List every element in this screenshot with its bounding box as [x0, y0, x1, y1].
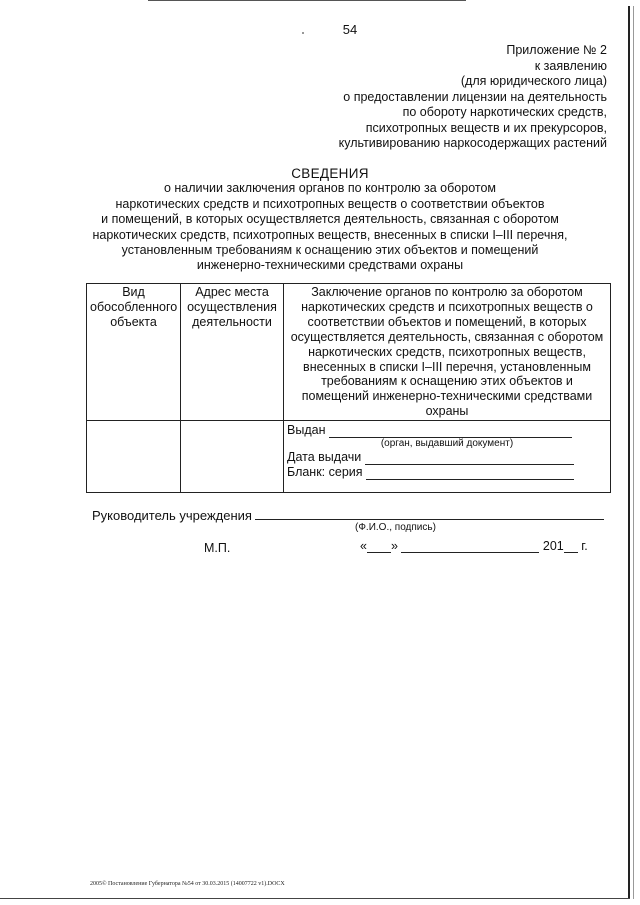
quote-close: »	[390, 539, 398, 553]
appendix-line: культивированию наркосодержащих растений	[338, 136, 607, 150]
issued-line	[287, 423, 607, 438]
stamp-label: М.П.	[204, 541, 231, 555]
form-series-label: Бланк: серия	[287, 464, 363, 479]
top-border-line	[148, 0, 466, 1]
cell-conclusion	[284, 421, 611, 493]
column-header-address: Адрес места осуществления деятельности	[181, 284, 284, 421]
appendix-line: к заявлению	[534, 58, 607, 73]
date-field[interactable]	[365, 452, 574, 465]
title-line: инженерно-техническими средствами охраны	[196, 258, 464, 273]
title-line: установленным требованиям к оснащению этих объектов и помещений	[121, 243, 539, 258]
title-line: и помещений, в которых осуществляется деятельность, связанная с оборотом	[101, 212, 559, 227]
footer-doc-reference: 2005© Постановление Губернатора №54 от 30.03.2015 (14007722 v1).DOCX	[90, 881, 285, 887]
form-series-line	[287, 465, 607, 480]
appendix-line: психотропных веществ и их прекурсоров,	[365, 120, 607, 135]
year-suffix: г.	[581, 539, 588, 553]
date-line	[287, 450, 607, 465]
column-header-conclusion: Заключение органов по контролю за оборотом наркотических средств и психотропных веществ о соответствии объектов и помещений, в которых осуществляется деятельность, связанная с оборотом наркотических средств, психотропных веществ, внесенных в списки I–III перечня, установленным требованиям к оснащению этих объектов и помещений инженерно-техническими средствами охраны	[284, 284, 611, 421]
head-of-institution-label: Руководитель учреждения	[92, 508, 252, 523]
title-line: наркотических средств и психотропных веществ о соответствии объектов	[115, 196, 545, 211]
table-header-row	[87, 284, 611, 421]
head-signature-field[interactable]	[255, 505, 604, 520]
title-main: СВЕДЕНИЯ	[291, 166, 369, 181]
facilities-table	[86, 283, 611, 493]
title-line: о наличии заключения органов по контролю за оборотом	[163, 181, 497, 196]
right-border-line	[628, 6, 630, 899]
right-border-line-inner	[633, 6, 634, 899]
page-number: 54	[342, 22, 358, 37]
cell-object-type[interactable]	[87, 421, 181, 493]
table-row	[87, 421, 611, 493]
column-header-object-type: Вид обособленного объекта	[87, 284, 181, 421]
cell-address[interactable]	[181, 421, 284, 493]
quote-open: «	[360, 539, 367, 553]
fio-hint: (Ф.И.О., подпись)	[355, 522, 436, 533]
date-label: Дата выдачи	[287, 450, 362, 465]
title-line: наркотических средств, психотропных веществ, внесенных в списки I–III перечня,	[92, 227, 568, 242]
issued-field[interactable]	[329, 425, 572, 438]
document-title	[60, 166, 600, 274]
issued-label: Выдан	[287, 423, 326, 438]
appendix-line: по обороту наркотических средств,	[402, 105, 607, 119]
bottom-border-line	[0, 898, 630, 899]
appendix-line: о предоставлении лицензии на деятельность	[343, 89, 607, 104]
appendix-line: Приложение № 2	[506, 43, 607, 57]
signature-date	[360, 539, 588, 553]
form-series-field[interactable]	[366, 467, 574, 480]
appendix-line: (для юридического лица)	[460, 74, 607, 88]
year-prefix: 201	[542, 539, 564, 553]
day-field[interactable]	[367, 541, 391, 553]
appendix-header	[339, 43, 607, 152]
month-field[interactable]	[401, 541, 539, 553]
year-field[interactable]	[564, 541, 578, 553]
issued-hint: (орган, выдавший документ)	[380, 438, 514, 450]
